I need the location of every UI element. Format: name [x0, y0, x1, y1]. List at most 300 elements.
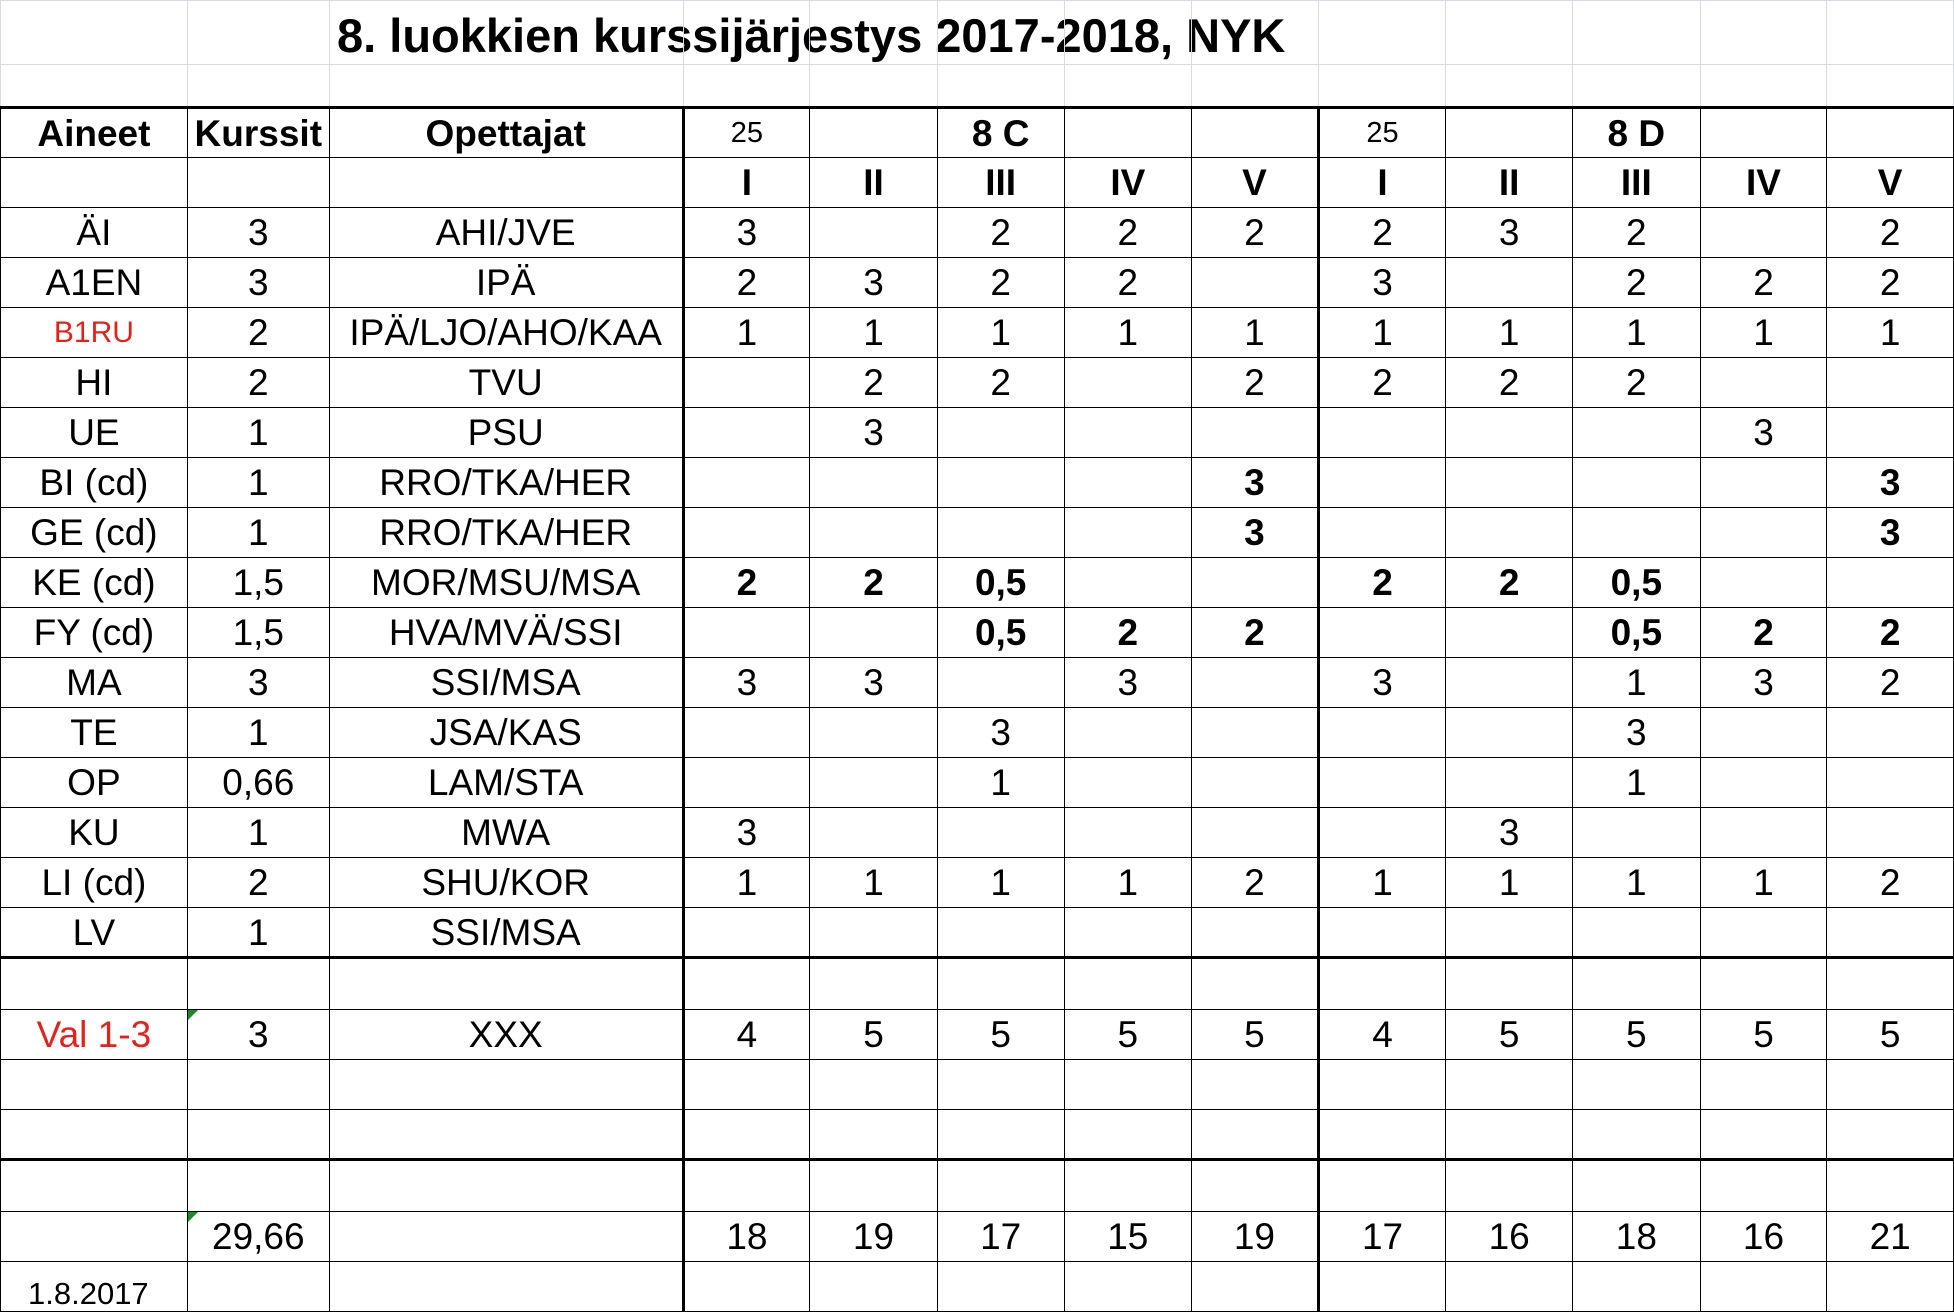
value-cell: [937, 458, 1064, 508]
table-row: [1, 708, 1954, 758]
blank-cell: [1, 1060, 188, 1110]
blank-cell: [1, 158, 188, 208]
value-cell: 3: [1318, 658, 1446, 708]
courses-cell: 1,5: [187, 558, 329, 608]
courses-cell: 1,5: [187, 608, 329, 658]
blank-cell: [1446, 1110, 1573, 1160]
value-cell: [1064, 508, 1192, 558]
table-row: [1, 758, 1954, 808]
value-cell: 1: [1572, 658, 1700, 708]
value-cell: [683, 608, 810, 658]
subject-cell: LI (cd): [1, 858, 188, 908]
value-cell: 2: [1827, 608, 1954, 658]
blank-cell: [1572, 65, 1700, 108]
blank-cell: [1318, 65, 1446, 108]
value-cell: 2: [810, 358, 938, 408]
date-row: [1, 1262, 1954, 1312]
value-cell: [810, 708, 938, 758]
value-cell: 2: [1192, 608, 1319, 658]
value-cell: [1446, 908, 1573, 958]
value-cell: 3: [1700, 408, 1827, 458]
blank-cell: [810, 1060, 938, 1110]
class-count: 25: [683, 108, 810, 158]
blank-row: [1, 958, 1954, 1010]
value-cell: [1192, 658, 1319, 708]
value-cell: [1318, 458, 1446, 508]
value-cell: [1572, 508, 1700, 558]
value-cell: 3: [937, 708, 1064, 758]
value-cell: 2: [1827, 658, 1954, 708]
blank-cell: [1064, 1160, 1192, 1212]
value-cell: 1: [1446, 308, 1573, 358]
value-cell: [937, 808, 1064, 858]
blank-cell: [1318, 958, 1446, 1010]
title-row: [1, 1, 1954, 65]
blank-cell: [1, 1212, 188, 1262]
blank-cell: [329, 1160, 683, 1212]
value-cell: [1827, 908, 1954, 958]
blank-cell: [1700, 108, 1827, 158]
blank-cell: [1, 1160, 188, 1212]
elective-row: [1, 1010, 1954, 1060]
period-header: II: [1446, 158, 1573, 208]
period-header: V: [1827, 158, 1954, 208]
value-cell: [1446, 708, 1573, 758]
table-row: [1, 258, 1954, 308]
value-cell: 2: [1572, 258, 1700, 308]
value-cell: 3: [1064, 658, 1192, 708]
teachers-cell: MOR/MSU/MSA: [329, 558, 683, 608]
value-cell: [1827, 558, 1954, 608]
blank-cell: [810, 1110, 938, 1160]
blank-cell: [1827, 1262, 1954, 1312]
total-courses: 29,66: [187, 1212, 329, 1262]
value-cell: 0,5: [937, 558, 1064, 608]
value-cell: [1827, 358, 1954, 408]
blank-cell: [1827, 1110, 1954, 1160]
value-cell: [1318, 758, 1446, 808]
courses-cell: 3: [187, 658, 329, 708]
value-cell: 1: [1572, 758, 1700, 808]
value-cell: 1: [810, 858, 938, 908]
value-cell: [1064, 358, 1192, 408]
blank-cell: [329, 1, 683, 65]
value-cell: 2: [1064, 608, 1192, 658]
blank-cell: [1827, 958, 1954, 1010]
courses-cell: 2: [187, 858, 329, 908]
subject-cell: B1RU: [1, 308, 188, 358]
subject-cell: HI: [1, 358, 188, 408]
value-cell: [937, 508, 1064, 558]
value-cell: [810, 608, 938, 658]
value-cell: [1192, 558, 1319, 608]
value-cell: [683, 758, 810, 808]
value-cell: 5: [1446, 1010, 1573, 1060]
total-cell: 18: [683, 1212, 810, 1262]
value-cell: [1700, 758, 1827, 808]
teachers-cell: PSU: [329, 408, 683, 458]
subject-cell: ÄI: [1, 208, 188, 258]
blank-cell: [1192, 1262, 1319, 1312]
teachers-cell: IPÄ/LJO/AHO/KAA: [329, 308, 683, 358]
courses-cell: 2: [187, 308, 329, 358]
value-cell: [1572, 458, 1700, 508]
value-cell: 1: [937, 858, 1064, 908]
courses-cell: 1: [187, 508, 329, 558]
blank-cell: [187, 1, 329, 65]
value-cell: 3: [810, 258, 938, 308]
blank-cell: [937, 1110, 1064, 1160]
blank-cell: [810, 108, 938, 158]
value-cell: [1064, 458, 1192, 508]
value-cell: 2: [1318, 358, 1446, 408]
value-cell: [810, 208, 938, 258]
value-cell: [683, 508, 810, 558]
value-cell: [1446, 658, 1573, 708]
blank-cell: [1446, 958, 1573, 1010]
blank-cell: [1064, 1, 1192, 65]
value-cell: 2: [1192, 858, 1319, 908]
courses-cell: 0,66: [187, 758, 329, 808]
period-header: III: [937, 158, 1064, 208]
blank-cell: [329, 158, 683, 208]
blank-cell: [1192, 65, 1319, 108]
page-title: 8. luokkien kurssijärjestys 2017-2018, NYK: [337, 9, 1286, 62]
value-cell: [810, 508, 938, 558]
blank-cell: [1064, 1110, 1192, 1160]
value-cell: [683, 408, 810, 458]
value-cell: [810, 808, 938, 858]
value-cell: [683, 458, 810, 508]
value-cell: [1064, 808, 1192, 858]
value-cell: 3: [810, 658, 938, 708]
value-cell: [1318, 908, 1446, 958]
blank-cell: [1318, 1160, 1446, 1212]
value-cell: [1192, 908, 1319, 958]
value-cell: [1446, 508, 1573, 558]
blank-cell: [937, 65, 1064, 108]
blank-cell: [1064, 958, 1192, 1010]
blank-cell: [1700, 958, 1827, 1010]
subject-cell: BI (cd): [1, 458, 188, 508]
blank-cell: [1827, 1, 1954, 65]
value-cell: [1192, 808, 1319, 858]
value-cell: 3: [1827, 508, 1954, 558]
period-header: IV: [1700, 158, 1827, 208]
blank-cell: [1700, 1060, 1827, 1110]
value-cell: [1192, 258, 1319, 308]
courses-cell: 1: [187, 458, 329, 508]
value-cell: [1446, 758, 1573, 808]
courses-cell: 3: [187, 258, 329, 308]
blank-cell: [1192, 108, 1319, 158]
blank-cell: [683, 1110, 810, 1160]
blank-cell: [1446, 1262, 1573, 1312]
value-cell: 3: [1700, 658, 1827, 708]
blank-cell: [1572, 1262, 1700, 1312]
blank-cell: [187, 1160, 329, 1212]
total-cell: 18: [1572, 1212, 1700, 1262]
value-cell: 1: [1064, 308, 1192, 358]
value-cell: [1446, 458, 1573, 508]
blank-cell: [187, 65, 329, 108]
subject-cell: KU: [1, 808, 188, 858]
blank-cell: [1446, 1160, 1573, 1212]
value-cell: 4: [1318, 1010, 1446, 1060]
value-cell: 1: [1827, 308, 1954, 358]
blank-cell: [1, 1, 188, 65]
value-cell: [683, 908, 810, 958]
subject-cell: UE: [1, 408, 188, 458]
blank-cell: [1572, 1160, 1700, 1212]
table-row: [1, 308, 1954, 358]
table-row: [1, 858, 1954, 908]
subject-cell: LV: [1, 908, 188, 958]
teachers-cell: HVA/MVÄ/SSI: [329, 608, 683, 658]
blank-cell: [1446, 65, 1573, 108]
teachers-cell: IPÄ: [329, 258, 683, 308]
value-cell: [683, 708, 810, 758]
value-cell: 5: [1572, 1010, 1700, 1060]
value-cell: [1064, 708, 1192, 758]
value-cell: 3: [683, 808, 810, 858]
value-cell: 3: [683, 208, 810, 258]
class-count: 25: [1318, 108, 1446, 158]
value-cell: 2: [1064, 208, 1192, 258]
blank-cell: [1572, 1, 1700, 65]
subject-cell: FY (cd): [1, 608, 188, 658]
blank-cell: [329, 1262, 683, 1312]
periods-row: [1, 158, 1954, 208]
subject-cell: KE (cd): [1, 558, 188, 608]
value-cell: 1: [1192, 308, 1319, 358]
blank-cell: [1, 1110, 188, 1160]
blank-cell: [187, 958, 329, 1010]
value-cell: 3: [1446, 208, 1573, 258]
teachers-cell: SSI/MSA: [329, 658, 683, 708]
period-header: I: [683, 158, 810, 208]
value-cell: 5: [1064, 1010, 1192, 1060]
subject-cell: A1EN: [1, 258, 188, 308]
value-cell: 2: [1700, 608, 1827, 658]
blank-cell: [1446, 1, 1573, 65]
subject-cell: TE: [1, 708, 188, 758]
value-cell: [1572, 808, 1700, 858]
blank-cell: [1192, 1, 1319, 65]
value-cell: [1700, 708, 1827, 758]
value-cell: [810, 758, 938, 808]
value-cell: 2: [937, 358, 1064, 408]
value-cell: 2: [1572, 358, 1700, 408]
table-row: [1, 458, 1954, 508]
table-row: [1, 558, 1954, 608]
period-header: V: [1192, 158, 1319, 208]
blank-cell: [937, 1060, 1064, 1110]
blank-cell: [937, 1, 1064, 65]
courses-cell: 2: [187, 358, 329, 408]
value-cell: [810, 908, 938, 958]
blank-cell: [187, 1060, 329, 1110]
value-cell: 1: [810, 308, 938, 358]
total-cell: 19: [1192, 1212, 1319, 1262]
value-cell: 2: [1827, 858, 1954, 908]
value-cell: [1572, 908, 1700, 958]
blank-cell: [1700, 1160, 1827, 1212]
blank-cell: [329, 958, 683, 1010]
elective-courses: 3: [187, 1010, 329, 1060]
teachers-cell: MWA: [329, 808, 683, 858]
blank-cell: [1, 65, 188, 108]
class-name: 8 D: [1572, 108, 1700, 158]
blank-cell: [1700, 1110, 1827, 1160]
period-header: III: [1572, 158, 1700, 208]
value-cell: 2: [937, 258, 1064, 308]
teachers-cell: AHI/JVE: [329, 208, 683, 258]
value-cell: [1700, 908, 1827, 958]
subject-cell: OP: [1, 758, 188, 808]
value-cell: 5: [810, 1010, 938, 1060]
class-name: 8 C: [937, 108, 1064, 158]
value-cell: [937, 908, 1064, 958]
value-cell: [1700, 358, 1827, 408]
table-row: [1, 208, 1954, 258]
blank-cell: [1700, 65, 1827, 108]
value-cell: 5: [1700, 1010, 1827, 1060]
value-cell: 2: [1318, 208, 1446, 258]
blank-cell: [1064, 1060, 1192, 1110]
value-cell: [937, 658, 1064, 708]
value-cell: [1700, 458, 1827, 508]
subject-cell: MA: [1, 658, 188, 708]
teachers-cell: TVU: [329, 358, 683, 408]
value-cell: 3: [1827, 458, 1954, 508]
value-cell: 2: [1827, 208, 1954, 258]
value-cell: 3: [810, 408, 938, 458]
blank-cell: [1572, 958, 1700, 1010]
value-cell: 1: [683, 858, 810, 908]
blank-cell: [1192, 1160, 1319, 1212]
blank-cell: [1700, 1, 1827, 65]
value-cell: 2: [683, 558, 810, 608]
value-cell: 3: [1192, 458, 1319, 508]
value-cell: 1: [937, 308, 1064, 358]
value-cell: 1: [1700, 308, 1827, 358]
blank-cell: [810, 1262, 938, 1312]
blank-cell: [683, 958, 810, 1010]
blank-cell: [187, 1262, 329, 1312]
value-cell: 2: [1192, 208, 1319, 258]
blank-cell: [1572, 1110, 1700, 1160]
blank-cell: [1, 958, 188, 1010]
table-row: [1, 808, 1954, 858]
table-row: [1, 658, 1954, 708]
blank-cell: [810, 65, 938, 108]
blank-cell: [1318, 1, 1446, 65]
table-row: [1, 358, 1954, 408]
value-cell: 1: [1572, 858, 1700, 908]
courses-cell: 1: [187, 808, 329, 858]
value-cell: [1446, 258, 1573, 308]
value-cell: 2: [1827, 258, 1954, 308]
value-cell: 0,5: [937, 608, 1064, 658]
blank-cell: [1318, 1110, 1446, 1160]
courses-cell: 1: [187, 408, 329, 458]
value-cell: [1318, 408, 1446, 458]
blank-cell: [683, 1060, 810, 1110]
value-cell: 2: [683, 258, 810, 308]
total-cell: 16: [1700, 1212, 1827, 1262]
value-cell: [1318, 708, 1446, 758]
value-cell: [1318, 808, 1446, 858]
total-cell: 19: [810, 1212, 938, 1262]
total-cell: 16: [1446, 1212, 1573, 1262]
value-cell: 1: [1700, 858, 1827, 908]
blank-cell: [1827, 1060, 1954, 1110]
blank-cell: [683, 1160, 810, 1212]
value-cell: [1827, 808, 1954, 858]
table-row: [1, 908, 1954, 958]
value-cell: 4: [683, 1010, 810, 1060]
value-cell: [1827, 758, 1954, 808]
elective-subject: Val 1-3: [1, 1010, 188, 1060]
value-cell: 0,5: [1572, 558, 1700, 608]
blank-cell: [1192, 1060, 1319, 1110]
blank-cell: [1827, 108, 1954, 158]
value-cell: [1572, 408, 1700, 458]
blank-cell: [187, 158, 329, 208]
teachers-cell: SSI/MSA: [329, 908, 683, 958]
blank-cell: [937, 1160, 1064, 1212]
blank-cell: [1827, 65, 1954, 108]
table-row: [1, 508, 1954, 558]
blank-cell: [1318, 1262, 1446, 1312]
blank-cell: [683, 1, 810, 65]
value-cell: [1827, 408, 1954, 458]
value-cell: 3: [683, 658, 810, 708]
value-cell: 1: [1446, 858, 1573, 908]
blank-cell: [810, 958, 938, 1010]
value-cell: 5: [1827, 1010, 1954, 1060]
date-label: 1.8.2017: [1, 1262, 188, 1312]
blank-cell: [329, 1212, 683, 1262]
value-cell: 2: [1446, 358, 1573, 408]
value-cell: [1064, 758, 1192, 808]
blank-cell: [1446, 108, 1573, 158]
blank-cell: [1064, 108, 1192, 158]
blank-row: [1, 1160, 1954, 1212]
total-cell: 21: [1827, 1212, 1954, 1262]
blank-cell: [1064, 65, 1192, 108]
value-cell: 2: [937, 208, 1064, 258]
totals-row: [1, 1212, 1954, 1262]
value-cell: [1700, 808, 1827, 858]
elective-teachers: XXX: [329, 1010, 683, 1060]
table-row: [1, 608, 1954, 658]
value-cell: [1064, 408, 1192, 458]
value-cell: 2: [1572, 208, 1700, 258]
total-cell: 17: [1318, 1212, 1446, 1262]
blank-row: [1, 1110, 1954, 1160]
teachers-cell: RRO/TKA/HER: [329, 458, 683, 508]
value-cell: [683, 358, 810, 408]
table-row: [1, 408, 1954, 458]
value-cell: 3: [1446, 808, 1573, 858]
value-cell: [1192, 708, 1319, 758]
value-cell: 1: [1318, 308, 1446, 358]
blank-cell: [187, 1110, 329, 1160]
value-cell: 1: [1318, 858, 1446, 908]
blank-cell: [1192, 958, 1319, 1010]
